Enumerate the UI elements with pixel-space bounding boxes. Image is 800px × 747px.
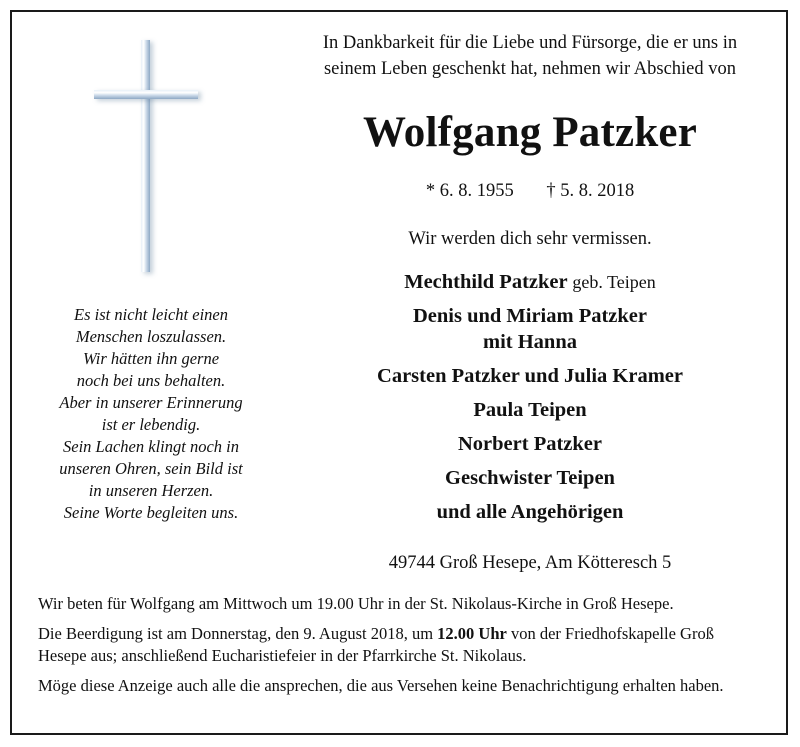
poem-line: Aber in unserer Erinnerung	[59, 393, 243, 412]
farewell-line: Wir werden dich sehr vermissen.	[408, 229, 652, 249]
family-line: Denis und Miriam Patzker	[412, 305, 648, 327]
spouse-name: Mechthild Patzker	[404, 271, 568, 293]
family-spouse	[288, 269, 772, 295]
family-list	[288, 269, 772, 533]
family-line: Carsten Patzker und Julia Kramer	[377, 365, 683, 387]
poem-line: Seine Worte begleiten uns.	[63, 503, 239, 522]
poem-line: Es ist nicht leicht einen	[74, 305, 228, 324]
funeral-time: 12.00 Uhr	[437, 624, 507, 643]
funeral-text: von der Friedhofskapelle Groß Hesepe aus; anschließend Eucharistiefeier in der Pfarrkirche St. Nikolaus.	[38, 624, 714, 665]
service-notes	[38, 593, 766, 705]
family-line: Norbert Patzker	[457, 433, 602, 455]
birth-date: * 6. 8. 1955	[425, 181, 514, 201]
poem-line: ist er lebendig.	[101, 415, 201, 434]
poem-line: Sein Lachen klingt noch in	[63, 437, 239, 456]
family-line: und alle Angehörigen	[436, 501, 624, 523]
poem	[28, 304, 274, 524]
notice-note: Möge diese Anzeige auch alle die ansprechen, die aus Versehen keine Benachrichtigung erhalten haben.	[38, 676, 724, 695]
funeral-text: Die Beerdigung ist am Donnerstag, den 9. August 2018, um	[38, 624, 438, 643]
poem-line: noch bei uns behalten.	[76, 371, 226, 390]
poem-line: Menschen loszulassen.	[75, 327, 227, 346]
intro-line-2: seinem Leben geschenkt hat, nehmen wir Abschied von	[323, 59, 737, 79]
family-line: mit Hanna	[483, 331, 577, 353]
prayer-note: Wir beten für Wolfgang am Mittwoch um 19.00 Uhr in der St. Nikolaus-Kirche in Groß Hesepe.	[38, 594, 674, 613]
intro-line-1: In Dankbarkeit für die Liebe und Fürsorge, die er uns in	[322, 33, 738, 53]
family-line: Geschwister Teipen	[445, 467, 615, 489]
family-line: Paula Teipen	[473, 399, 587, 421]
life-dates	[288, 181, 772, 202]
death-date: † 5. 8. 2018	[546, 181, 635, 201]
poem-line: Wir hätten ihn gerne	[82, 349, 220, 368]
poem-line: in unseren Herzen.	[88, 481, 214, 500]
deceased-name: Wolfgang Patzker	[362, 109, 697, 156]
funeral-note	[38, 623, 766, 667]
intro-text	[288, 30, 772, 82]
spouse-maiden-name: geb. Teipen	[572, 272, 656, 292]
address: 49744 Groß Hesepe, Am Kötteresch 5	[388, 553, 672, 573]
poem-line: unseren Ohren, sein Bild ist	[59, 459, 243, 478]
